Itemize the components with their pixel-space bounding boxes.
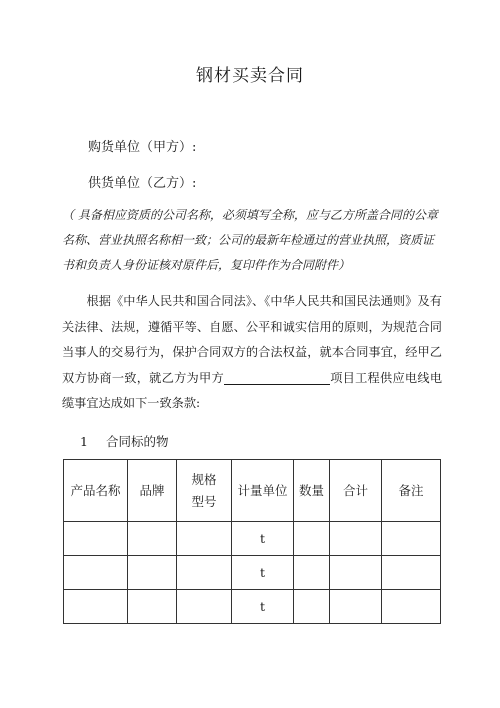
table-cell[interactable] bbox=[177, 590, 232, 624]
table-header-row bbox=[64, 460, 441, 522]
section-title: 合同标的物 bbox=[106, 434, 169, 449]
table-cell[interactable] bbox=[294, 522, 330, 556]
table-cell-unit[interactable]: t bbox=[232, 556, 294, 590]
header-product-name: 产品名称 bbox=[64, 460, 128, 522]
table-cell[interactable] bbox=[382, 556, 441, 590]
table-row bbox=[64, 522, 441, 556]
section-number: 1 bbox=[80, 434, 88, 449]
table-cell[interactable] bbox=[128, 590, 177, 624]
table-cell[interactable] bbox=[128, 556, 177, 590]
table-row bbox=[64, 556, 441, 590]
header-quantity: 数量 bbox=[294, 460, 330, 522]
intro-text: 根据《中华人民共和国合同法》、《中华人民共和国民法通则》及有关法律、法规，遵循平等、自愿、公平和诚实信用的原则，为规范合同当事人的交易行为，保护合同双方的合法权益，就本合同事宜，经甲乙双方协商一致，就乙方为甲方 bbox=[62, 294, 442, 385]
goods-table bbox=[63, 459, 441, 624]
company-name-note: （ 具备相应资质的公司名称，必须填写全称，应与乙方所盖合同的公章名称、营业执照名称相一致；公司的最新年检通过的营业执照，资质证书和负责人身份证核对原件后，复印件作为合同附件） bbox=[62, 208, 438, 272]
table-cell[interactable] bbox=[382, 590, 441, 624]
table-cell[interactable] bbox=[64, 556, 128, 590]
table-cell[interactable] bbox=[128, 522, 177, 556]
table-row bbox=[64, 590, 441, 624]
table-cell-unit[interactable]: t bbox=[232, 590, 294, 624]
table-cell[interactable] bbox=[64, 590, 128, 624]
header-unit: 计量单位 bbox=[232, 460, 294, 522]
header-remarks: 备注 bbox=[382, 460, 441, 522]
table-cell[interactable] bbox=[177, 556, 232, 590]
header-total: 合计 bbox=[330, 460, 382, 522]
intro-text-end: 项目工程供应电线电缆事宜达成如下一致条款: bbox=[62, 370, 443, 410]
table-cell[interactable] bbox=[382, 522, 441, 556]
table-cell[interactable] bbox=[294, 556, 330, 590]
table-cell[interactable] bbox=[330, 556, 382, 590]
table-cell[interactable] bbox=[64, 522, 128, 556]
header-brand: 品牌 bbox=[128, 460, 177, 522]
table-cell-unit[interactable]: t bbox=[232, 522, 294, 556]
seller-label: 供货单位（乙方）: bbox=[88, 176, 197, 191]
document-title: 钢材买卖合同 bbox=[196, 66, 304, 86]
table-cell[interactable] bbox=[330, 522, 382, 556]
buyer-label: 购货单位（甲方）: bbox=[88, 140, 197, 155]
table-cell[interactable] bbox=[294, 590, 330, 624]
intro-paragraph bbox=[62, 289, 442, 417]
table-cell[interactable] bbox=[330, 590, 382, 624]
table-cell[interactable] bbox=[177, 522, 232, 556]
section-heading bbox=[80, 432, 169, 450]
project-name-blank[interactable] bbox=[224, 370, 330, 385]
header-spec-model: 规格型号 bbox=[177, 460, 232, 522]
